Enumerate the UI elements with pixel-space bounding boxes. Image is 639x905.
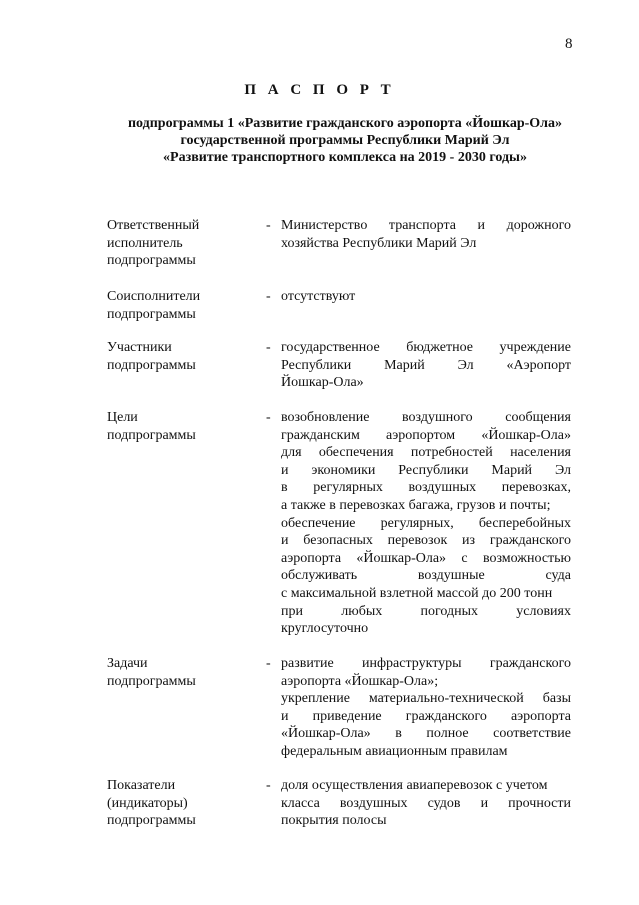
subtitle-line: государственной программы Республики Марий Эл: [180, 133, 510, 148]
row-dash: -: [266, 410, 271, 425]
row-value-line: доля осуществления авиаперевозок с учетом: [281, 778, 548, 793]
row-value: [281, 288, 571, 306]
passport-subtitle: [60, 115, 630, 166]
row-label-line: Показатели: [107, 778, 176, 793]
row-value-line: для обеспечения потребностей населения: [281, 445, 571, 461]
row-label: [107, 217, 257, 270]
row-label-line: подпрограммы: [107, 306, 196, 322]
row-value-line: покрытия полосы: [281, 813, 387, 829]
row-value: [281, 777, 571, 830]
row-value-line: возобновление воздушного сообщения: [281, 410, 571, 425]
row-label-line: подпрограммы: [107, 673, 196, 689]
row-value-line: гражданским аэропортом «Йошкар-Ола»: [281, 427, 571, 443]
row-label-line: подпрограммы: [107, 427, 196, 443]
row-value-line: класса воздушных судов и прочности: [281, 795, 571, 811]
row-value-line: «Йошкар-Ола» в полное соответствие: [281, 726, 571, 742]
row-label-line: подпрограммы: [107, 813, 196, 829]
row-value: [281, 339, 571, 392]
passport-title: П А С П О Р Т: [244, 82, 395, 98]
row-dash: -: [266, 340, 271, 355]
row-value-line: Министерство транспорта и дорожного: [281, 218, 571, 233]
row-label: [107, 409, 257, 444]
row-value-line: обеспечение регулярных, бесперебойных: [281, 515, 571, 531]
row-value-line: укрепление материально-технической базы: [281, 691, 571, 707]
row-value-line: Республики Марий Эл «Аэропорт: [281, 357, 571, 373]
row-value-line: и экономики Республики Марий Эл: [281, 462, 571, 478]
row-value: [281, 217, 571, 252]
row-dash: -: [266, 218, 271, 233]
row-label: [107, 655, 257, 690]
subtitle-line: «Развитие транспортного комплекса на 2019 - 2030 годы»: [163, 150, 527, 165]
row-label: [107, 777, 257, 830]
subtitle-line: подпрограммы 1 «Развитие гражданского аэропорта «Йошкар-Ола»: [127, 116, 563, 131]
row-dash: -: [266, 778, 271, 793]
row-value-line: аэропорта «Йошкар-Ола»;: [281, 673, 439, 689]
row-value-line: в регулярных воздушных перевозках,: [281, 480, 571, 496]
page-number: 8: [565, 36, 573, 52]
row-value-line: и безопасных перевозок из гражданского: [281, 533, 571, 549]
row-label-line: (индикаторы): [107, 795, 188, 811]
row-label-line: Ответственный: [107, 218, 200, 233]
row-value-line: развитие инфраструктуры гражданского: [281, 656, 571, 671]
row-value-line: аэропорта «Йошкар-Ола» с возможностью: [281, 550, 571, 566]
row-value-line: а также в перевозках багажа, грузов и почты;: [281, 497, 551, 513]
row-value-line: и приведение гражданского аэропорта: [281, 708, 571, 724]
row-value-line: федеральным авиационным правилам: [281, 743, 508, 759]
row-label-line: Цели: [107, 410, 138, 425]
row-label-line: Соисполнители: [107, 289, 201, 304]
row-value-line: круглосуточно: [281, 621, 369, 637]
row-label-line: подпрограммы: [107, 357, 196, 373]
row-label-line: Участники: [107, 340, 172, 355]
row-label-line: подпрограммы: [107, 253, 196, 269]
row-value-line: при любых погодных условиях: [281, 603, 571, 619]
row-value-line: с максимальной взлетной массой до 200 тонн: [281, 585, 553, 601]
row-dash: -: [266, 289, 271, 304]
row-value-line: обслуживать воздушные суда: [281, 568, 571, 584]
row-value-line: государственное бюджетное учреждение: [281, 340, 571, 355]
row-value: [281, 409, 571, 638]
row-dash: -: [266, 656, 271, 671]
row-label: [107, 339, 257, 374]
row-value: [281, 655, 571, 761]
row-label-line: исполнитель: [107, 235, 183, 251]
row-value-line: Йошкар-Ола»: [281, 375, 364, 391]
row-value-line: отсутствуют: [281, 289, 356, 304]
row-value-line: хозяйства Республики Марий Эл: [281, 235, 477, 251]
row-label: [107, 288, 257, 323]
row-label-line: Задачи: [107, 656, 148, 671]
